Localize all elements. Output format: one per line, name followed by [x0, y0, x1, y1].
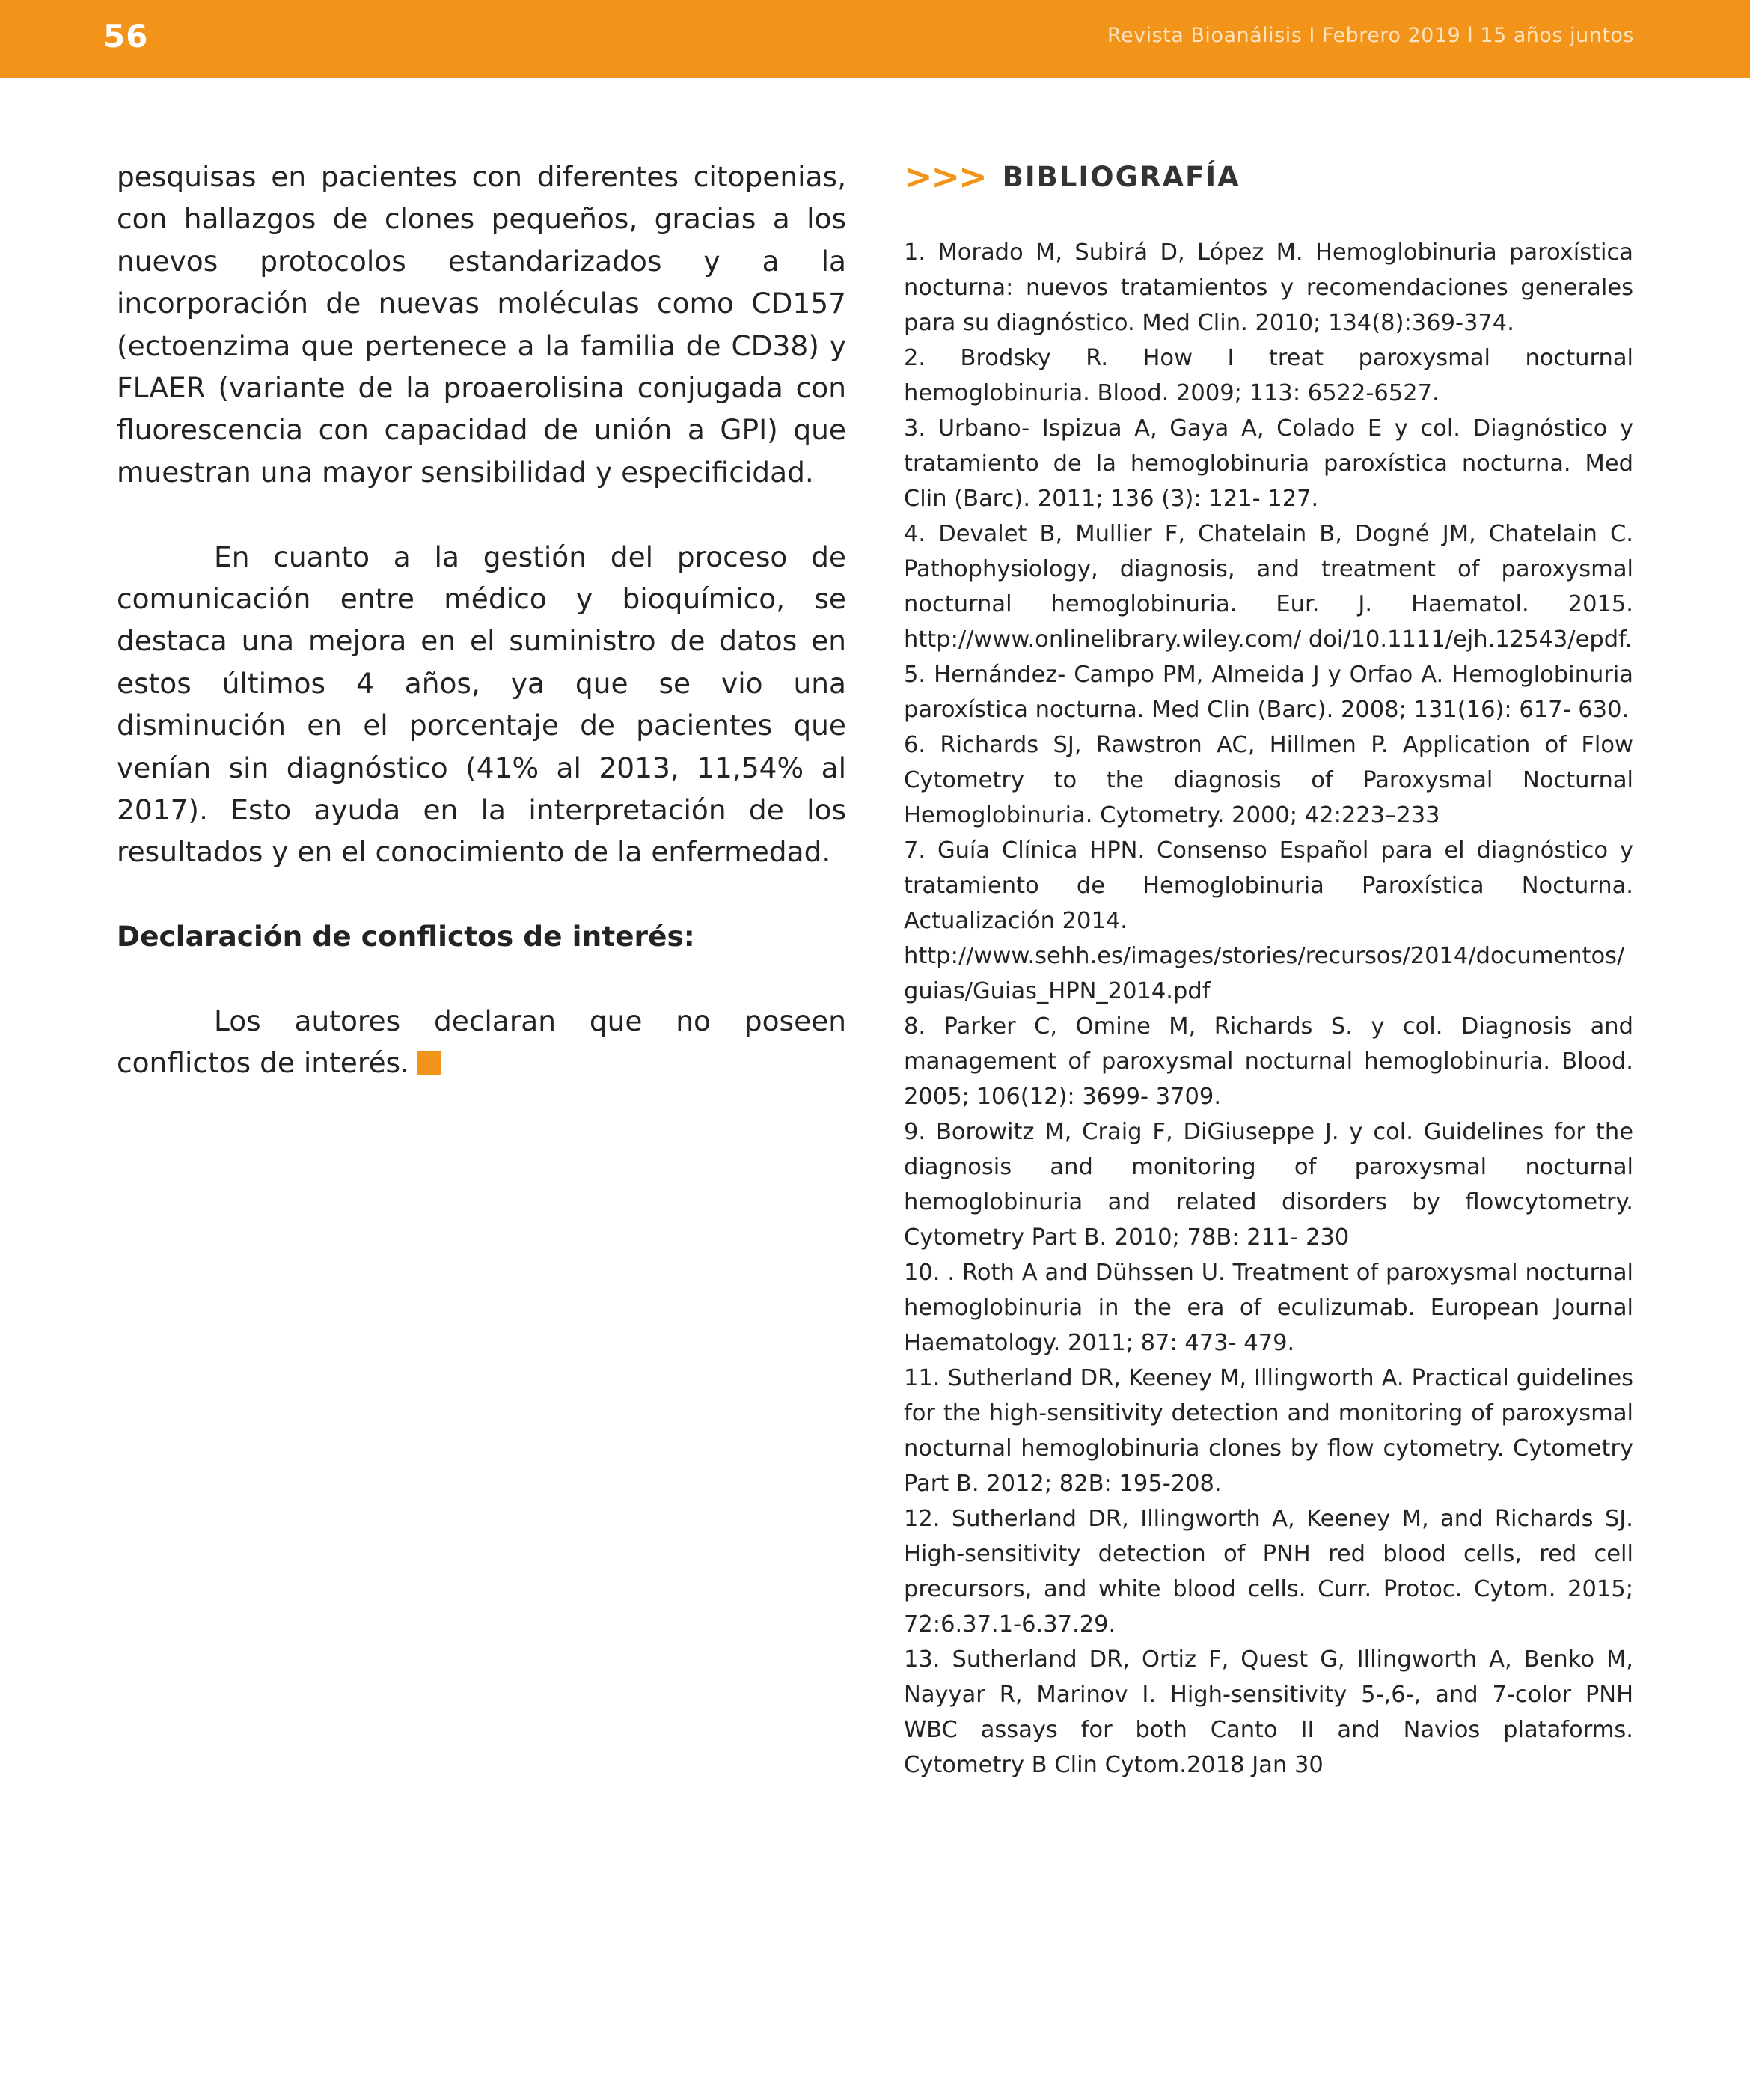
header-bar	[0, 0, 1750, 78]
reference-item: 7. Guía Clínica HPN. Consenso Español para el diagnóstico y tratamiento de Hemoglobinuria Paroxística Nocturna. Actualización 2014.	[904, 837, 1633, 934]
reference-item: 5. Hernández- Campo PM, Almeida J y Orfao A. Hemoglobinuria paroxística nocturna. Med Clin (Barc). 2008; 131(16): 617- 630.	[904, 662, 1633, 723]
reference-item: 4. Devalet B, Mullier F, Chatelain B, Dogné JM, Chatelain C. Pathophysiology, diagnosis, and treatment of paroxysmal nocturnal hemoglobinuria. Eur. J. Haematol. 2015. http://www.onlinelibrary.wiley.com/ doi/10.1111/ejh.12543/epdf.	[904, 521, 1633, 653]
conflict-text: Los autores declaran que no poseen conflictos de interés.	[117, 1004, 846, 1080]
reference-item: 3. Urbano- Ispizua A, Gaya A, Colado E y col. Diagnóstico y tratamiento de la hemoglobinuria paroxística nocturna. Med Clin (Barc). 2011; 136 (3): 121- 127.	[904, 415, 1633, 512]
reference-item: 6. Richards SJ, Rawstron AC, Hillmen P. Application of Flow Cytometry to the diagnosis of Paroxysmal Nocturnal Hemoglobinuria. Cytometry. 2000; 42:223–233	[904, 732, 1633, 828]
reference-list	[904, 235, 1633, 1783]
reference-item: 2. Brodsky R. How I treat paroxysmal nocturnal hemoglobinuria. Blood. 2009; 113: 6522-6527.	[904, 345, 1633, 406]
chevrons-icon: >>>	[904, 156, 986, 197]
body-paragraph-1: pesquisas en pacientes con diferentes citopenias, con hallazgos de clones pequeños, gracias a los nuevos protocolos estandarizados y a la incorporación de nuevas moléculas como CD157 (ectoenzima que pertenece a la familia de CD38) y FLAER (variante de la proaerolisina conjugada con fluorescencia con capacidad de unión a GPI) que muestran una mayor sensibilidad y especificidad.	[117, 160, 846, 489]
reference-item: 10. . Roth A and Dühssen U. Treatment of paroxysmal nocturnal hemoglobinuria in the era of eculizumab. European Journal Haematology. 2011; 87: 473- 479.	[904, 1260, 1633, 1356]
conflict-heading: Declaración de conflictos de interés:	[117, 920, 695, 953]
reference-item: 13. Sutherland DR, Ortiz F, Quest G, Illingworth A, Benko M, Nayyar R, Marinov I. High-sensitivity 5-,6-, and 7-color PNH WBC assays for both Canto II and Navios plataforms. Cytometry B Clin Cytom.2018 Jan 30	[904, 1646, 1633, 1778]
reference-item: 8. Parker C, Omine M, Richards S. y col. Diagnosis and management of paroxysmal nocturnal hemoglobinuria. Blood. 2005; 106(12): 3699- 3709.	[904, 1013, 1633, 1110]
reference-item: 1. Morado M, Subirá D, López M. Hemoglobinuria paroxística nocturna: nuevos tratamientos y recomendaciones generales para su diagnóstico. Med Clin. 2010; 134(8):369-374.	[904, 239, 1633, 336]
page-number: 56	[103, 18, 149, 55]
reference-url[interactable]: http://www.sehh.es/images/stories/recursos/2014/documentos/guias/Guias_HPN_2014.pdf	[904, 943, 1625, 1004]
conflict-paragraph	[117, 1000, 846, 1084]
body-paragraph-2: En cuanto a la gestión del proceso de comunicación entre médico y bioquímico, se destaca una mejora en el suministro de datos en estos últimos 4 años, ya que se vio una disminución en el porcentaje de pacientes que venían sin diagnóstico (41% al 2013, 11,54% al 2017). Esto ayuda en la interpretación de los resultados y en el conocimiento de la enfermedad.	[117, 540, 846, 869]
bibliography-title: BIBLIOGRAFÍA	[1002, 160, 1240, 193]
end-marker-icon	[417, 1051, 441, 1075]
reference-item: 9. Borowitz M, Craig F, DiGiuseppe J. y col. Guidelines for the diagnosis and monitoring of paroxysmal nocturnal hemoglobinuria and related disorders by flowcytometry. Cytometry Part B. 2010; 78B: 211- 230	[904, 1119, 1633, 1251]
reference-item: 11. Sutherland DR, Keeney M, Illingworth A. Practical guidelines for the high-sensitivity detection and monitoring of paroxysmal nocturnal hemoglobinuria clones by flow cytometry. Cytometry Part B. 2012; 82B: 195-208.	[904, 1365, 1633, 1497]
bibliography-heading	[904, 154, 1633, 199]
journal-info: Revista Bioanálisis I Febrero 2019 l 15 años juntos	[1107, 24, 1634, 47]
reference-item: 12. Sutherland DR, Illingworth A, Keeney M, and Richards SJ. High-sensitivity detection of PNH red blood cells, red cell precursors, and white blood cells. Curr. Protoc. Cytom. 2015; 72:6.37.1-6.37.29.	[904, 1506, 1633, 1637]
left-column	[117, 156, 846, 1084]
bibliography-section	[904, 154, 1633, 1783]
